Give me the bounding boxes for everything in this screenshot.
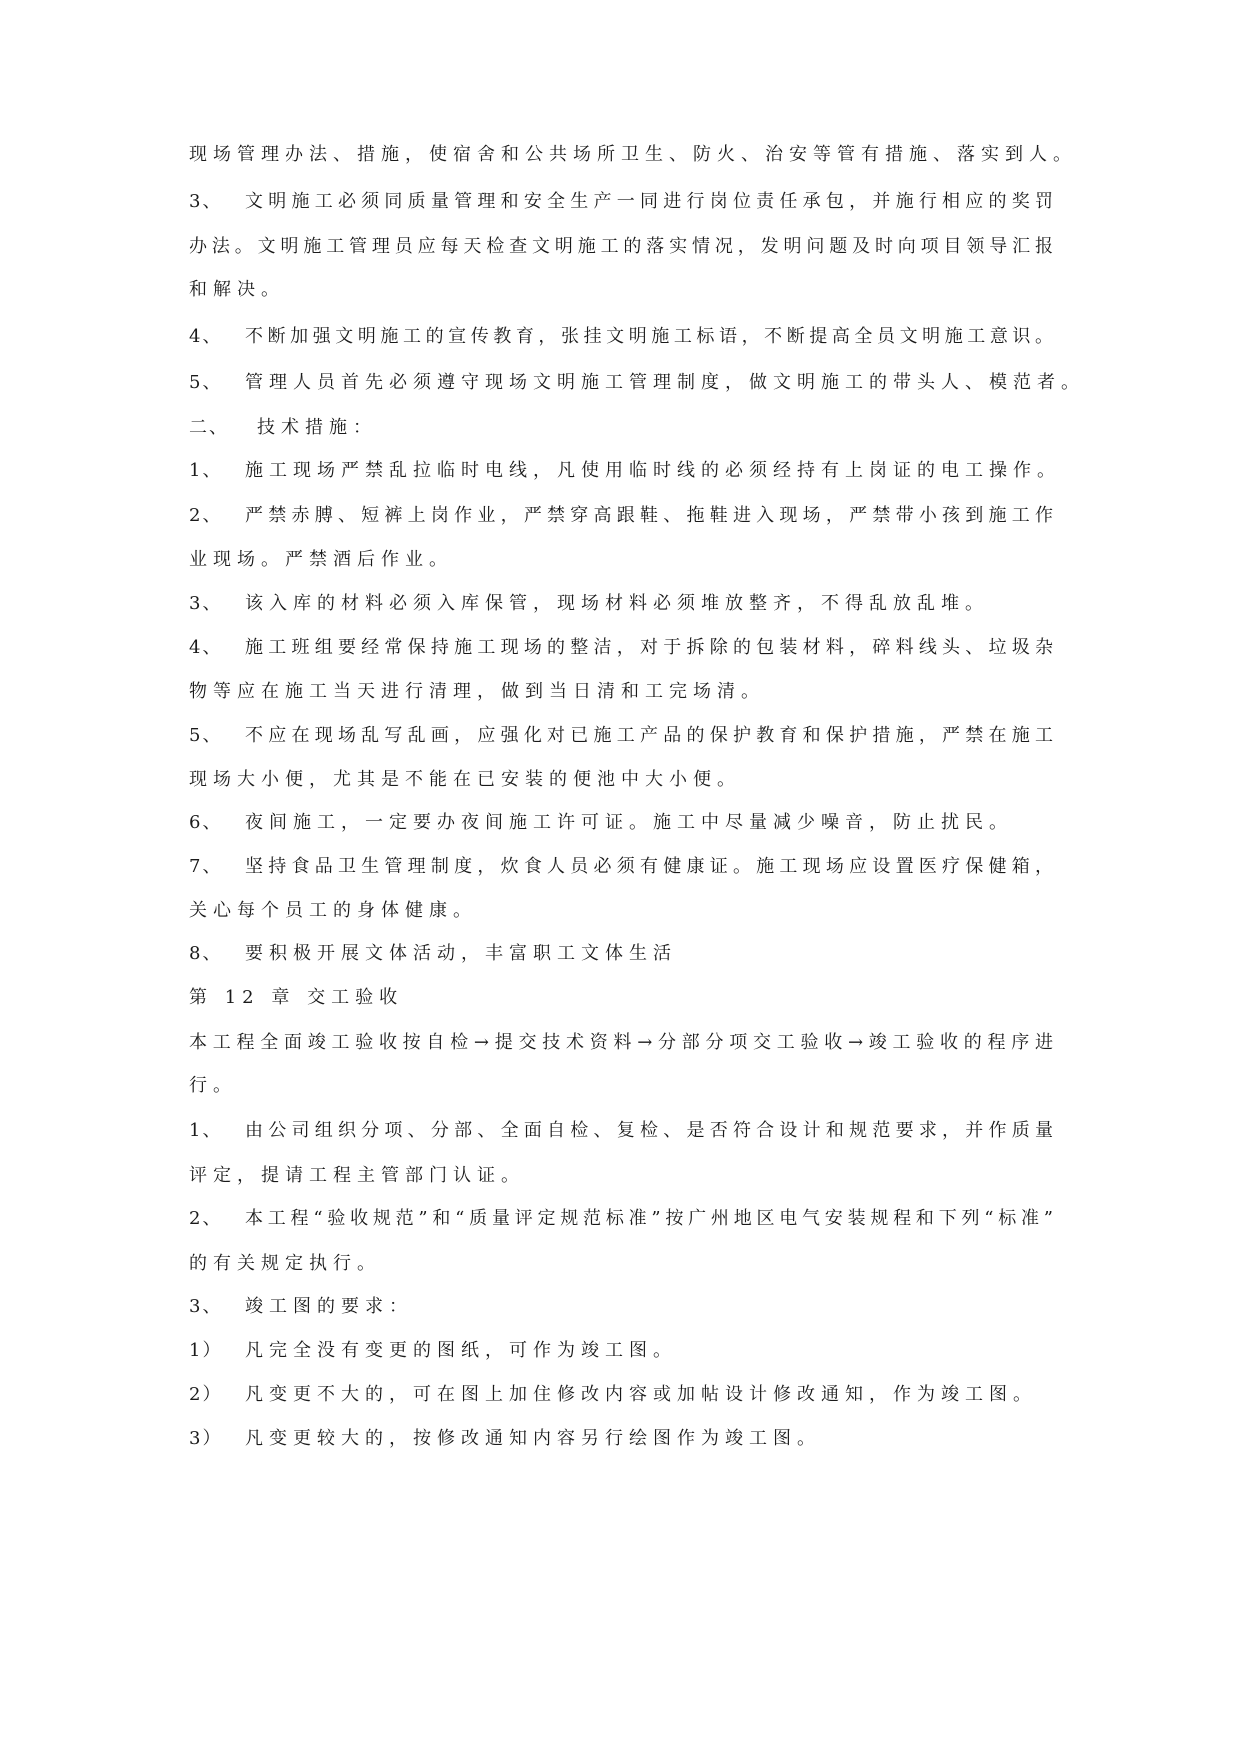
text-line [189,635,1053,661]
item-number: 1、 [189,460,223,481]
line-text: 文明施工必须同质量管理和安全生产一同进行岗位责任承包，并施行相应的奖罚 [245,191,1053,212]
text-line [189,679,765,705]
text-line [189,1030,1053,1056]
line-text: 现场管理办法、措施，使宿舍和公共场所卫生、防火、治安等管有措施、落实到人。 [189,144,1077,165]
line-text: 凡变更不大的，可在图上加住修改内容或加帖设计修改通知，作为竣工图。 [245,1384,1037,1405]
item-number: 2、 [189,505,223,526]
line-text: 关心每个员工的身体健康。 [189,900,477,921]
item-number: 8、 [189,943,223,964]
line-text: 办法。文明施工管理员应每天检查文明施工的落实情况，发明问题及时向项目领导汇报 [189,236,1053,257]
text-line [189,767,741,793]
text-line [189,1426,821,1452]
line-text: 评定，提请工程主管部门认证。 [189,1165,525,1186]
line-text: 由公司组织分项、分部、全面自检、复检、是否符合设计和规范要求，并作质量 [245,1120,1053,1141]
item-number: 7、 [189,856,223,877]
item-number: 6、 [189,812,223,833]
line-text: 技术措施： [257,417,377,438]
text-line [189,1382,1037,1408]
item-number: 3、 [189,593,223,614]
text-line [189,547,453,573]
text-line [189,854,1053,880]
text-line [189,370,1085,396]
item-number: 3、 [189,1296,223,1317]
item-number: 1、 [189,1120,223,1141]
text-line [189,503,1053,529]
text-line [189,591,989,617]
text-line [189,189,1053,215]
line-text: 夜间施工，一定要办夜间施工许可证。施工中尽量减少噪音，防止扰民。 [245,812,1013,833]
line-text: 凡变更较大的，按修改通知内容另行绘图作为竣工图。 [245,1428,821,1449]
line-text: 本工程“验收规范”和“质量评定规范标准”按广州地区电气安装规程和下列“标准” [245,1208,1053,1229]
item-number: 5、 [189,372,223,393]
line-text: 坚持食品卫生管理制度，炊食人员必须有健康证。施工现场应设置医疗保健箱， [245,856,1053,877]
text-line [189,415,377,441]
item-number: 3） [189,1428,223,1449]
text-line [189,234,1053,260]
line-text: 本工程全面竣工验收按自检→提交技术资料→分部分项交工验收→竣工验收的程序进 [189,1032,1053,1053]
line-text: 施工班组要经常保持施工现场的整洁，对于拆除的包装材料，碎料线头、垃圾杂 [245,637,1053,658]
line-text: 凡完全没有变更的图纸，可作为竣工图。 [245,1340,677,1361]
text-line [189,985,403,1011]
text-line [189,142,1077,168]
text-line [189,810,1013,836]
text-line [189,458,1061,484]
line-text: 的有关规定执行。 [189,1253,381,1274]
line-text: 业现场。严禁酒后作业。 [189,549,453,570]
item-number: 二、 [189,417,229,438]
text-line [189,1073,237,1099]
text-line [189,723,1053,749]
text-line [189,1206,1053,1232]
line-text: 行。 [189,1075,237,1096]
text-line [189,1251,381,1277]
line-text: 不应在现场乱写乱画，应强化对已施工产品的保护教育和保护措施，严禁在施工 [245,725,1053,746]
line-text: 不断加强文明施工的宣传教育，张挂文明施工标语，不断提高全员文明施工意识。 [245,326,1053,347]
text-line [189,277,285,303]
text-line [189,1163,525,1189]
item-number: 2） [189,1384,223,1405]
item-number: 2、 [189,1208,223,1229]
text-line [189,1294,413,1320]
line-text: 物等应在施工当天进行清理，做到当日清和工完场清。 [189,681,765,702]
line-text: 施工现场严禁乱拉临时电线，凡使用临时线的必须经持有上岗证的电工操作。 [245,460,1061,481]
line-text: 严禁赤膊、短裤上岗作业，严禁穿高跟鞋、拖鞋进入现场，严禁带小孩到施工作 [245,505,1053,526]
text-line [189,324,1053,350]
line-text: 和解决。 [189,279,285,300]
item-number: 4、 [189,637,223,658]
line-text: 要积极开展文体活动，丰富职工文体生活 [245,943,677,964]
line-text: 第 12 章 交工验收 [189,987,404,1008]
item-number: 3、 [189,191,223,212]
item-number: 5、 [189,725,223,746]
item-number: 1） [189,1340,223,1361]
line-text: 现场大小便，尤其是不能在已安装的便池中大小便。 [189,769,741,790]
text-line [189,1338,677,1364]
text-line [189,941,677,967]
text-line [189,898,477,924]
line-text: 竣工图的要求： [245,1296,413,1317]
item-number: 4、 [189,326,223,347]
line-text: 管理人员首先必须遵守现场文明施工管理制度，做文明施工的带头人、模范者。 [245,372,1085,393]
line-text: 该入库的材料必须入库保管，现场材料必须堆放整齐，不得乱放乱堆。 [245,593,989,614]
text-line [189,1118,1053,1144]
